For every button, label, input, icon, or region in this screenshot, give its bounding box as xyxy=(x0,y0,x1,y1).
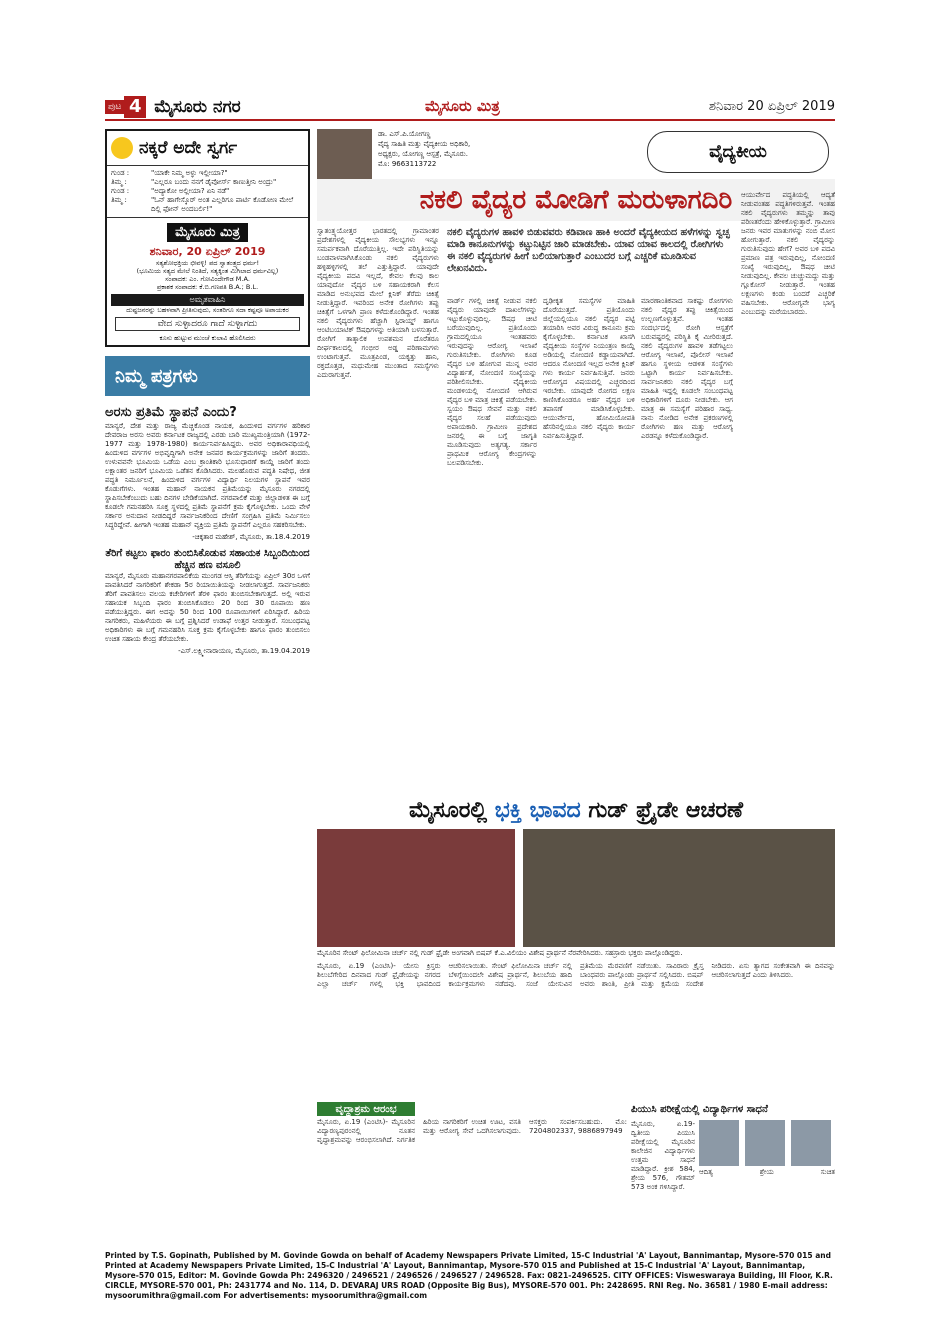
article-column-2: ವಾರ್ಡ್ ಗಳಲ್ಲಿ ಚಿಕಿತ್ಸೆ ನೀಡುವ ನಕಲಿ ವೈದ್ಯರು ಯಾವುದೇ ದಾಖಲೆಗಳನ್ನು ಇಟ್ಟುಕೊಳ್ಳುವುದಿಲ್ಲ. ಔಷಧ ಚೀಟಿ ಬರೆಯುವುದಿಲ್ಲ. ಪ್ರತಿಯೊಂದು ಗ್ರಾಮದಲ್ಲಿಯೂ ಇಂತಹವರು ಇರುವುದನ್ನು ಆರೋಗ್ಯ ಇಲಾಖೆ ಗುರುತಿಸಬೇಕು. ರೋಗಿಗಳು ಕೂಡ ವೈದ್ಯರ ಬಳಿ ಹೋಗುವ ಮುನ್ನ ಅವರ ವಿದ್ಯಾರ್ಹತೆ, ನೋಂದಣಿ ಸಂಖ್ಯೆಯನ್ನು ಪರಿಶೀಲಿಸಬೇಕು. ವೈದ್ಯಕೀಯ ಮಂಡಳಿಯಲ್ಲಿ ನೋಂದಣಿ ಆಗಿರುವ ವೈದ್ಯರ ಬಳಿ ಮಾತ್ರ ಚಿಕಿತ್ಸೆ ಪಡೆಯಬೇಕು. ಸ್ವಯಂ ಔಷಧ ಸೇವನೆ ಮತ್ತು ನಕಲಿ ವೈದ್ಯರ ಸಲಹೆ ಪಡೆಯುವುದು ಅಪಾಯಕಾರಿ. ಗ್ರಾಮೀಣ ಪ್ರದೇಶದ ಜನರಲ್ಲಿ ಈ ಬಗ್ಗೆ ಜಾಗೃತಿ ಮೂಡಿಸುವುದು ಅತ್ಯಗತ್ಯ. ಸರ್ಕಾರ ಪ್ರಾಥಮಿಕ ಆರೋಗ್ಯ ಕೇಂದ್ರಗಳನ್ನು ಬಲಪಡಿಸಬೇಕು. xyxy=(447,297,537,467)
author-name: ಡಾ. ಎಸ್.ಪಿ.ಯೋಗಣ್ಣ xyxy=(378,130,431,138)
paper-logo: ಮೈಸೂರು ಮಿತ್ರ xyxy=(167,223,248,242)
joke-header xyxy=(107,131,308,166)
page-label: ಪುಟ xyxy=(105,100,124,114)
student-photo xyxy=(745,1120,785,1166)
article-column-1: ಸ್ವಾತಂತ್ರ್ಯಯೋತ್ತರ ಭಾರತದಲ್ಲಿ ಗ್ರಾಮಾಂತರ ಪ್ರದೇಶಗಳಲ್ಲಿ ವೈದ್ಯಕೀಯ ಸೌಲಭ್ಯಗಳು ಇನ್ನೂ ಸಮರ್ಪಕವಾಗಿ ದೊರೆಯುತ್ತಿಲ್ಲ. ಇದೇ ಪರಿಸ್ಥಿತಿಯನ್ನು ಬಂಡವಾಳವಾಗಿಸಿಕೊಂಡು ನಕಲಿ ವೈದ್ಯರುಗಳು ಹಳ್ಳಿಹಳ್ಳಿಗಳಲ್ಲಿ ತಲೆ ಎತ್ತುತ್ತಿದ್ದಾರೆ. ಯಾವುದೇ ವೈದ್ಯಕೀಯ ಪದವಿ ಇಲ್ಲದೆ, ಕೇವಲ ಕೆಲವು ಕಾಲ ಯಾವುದೋ ವೈದ್ಯರ ಬಳಿ ಸಹಾಯಕರಾಗಿ ಕೆಲಸ ಮಾಡಿದ ಅನುಭವದ ಮೇಲೆ ಕ್ಲಿನಿಕ್ ತೆರೆದು ಚಿಕಿತ್ಸೆ ನೀಡುತ್ತಿದ್ದಾರೆ. ಇವರಿಂದ ಅನೇಕ ರೋಗಿಗಳು ತಪ್ಪು ಚಿಕಿತ್ಸೆಗೆ ಒಳಗಾಗಿ ಪ್ರಾಣ ಕಳೆದುಕೊಂಡಿದ್ದಾರೆ. ಇಂತಹ ನಕಲಿ ವೈದ್ಯರುಗಳು ಹೆಚ್ಚಾಗಿ ಸ್ಟಿರಾಯ್ಡ್ ಹಾಗೂ ಆಂಟಿಬಯಾಟಿಕ್ ಔಷಧಿಗಳನ್ನು ಅತಿಯಾಗಿ ಬಳಸುತ್ತಾರೆ. ರೋಗಿಗೆ ತಾತ್ಕಾಲಿಕ ಉಪಶಮನ ದೊರೆತರೂ ದೀರ್ಘಕಾಲದಲ್ಲಿ ಗಂಭೀರ ಅಡ್ಡ ಪರಿಣಾಮಗಳು ಉಂಟಾಗುತ್ತವೆ. ಮೂತ್ರಪಿಂಡ, ಯಕೃತ್ತು ಹಾನಿ, ರಕ್ತದೊತ್ತಡ, ಮಧುಮೇಹ ಮುಂತಾದ ಸಮಸ್ಯೆಗಳು ಎದುರಾಗುತ್ತವೆ. xyxy=(317,227,439,379)
newspaper-page xyxy=(105,96,835,1246)
letters-section xyxy=(105,399,310,1244)
issue-date: ಶನಿವಾರ 20 ಏಪ್ರಿಲ್ 2019 xyxy=(708,99,835,114)
motto-sub: (ಭೂಮಿಯ ಸತ್ಯದ ಮೇಲೆ ನಿಂತಿದೆ, ಸತ್ಯಕ್ಕಿಂತ ಮಿಗಿಲಾದ ಧರ್ಮವಿಲ್ಲ) xyxy=(136,267,279,275)
author-line-1: ವೈದ್ಯ ಸಾಹಿತಿ ಮತ್ತು ವೈದ್ಯಕೀಯ ಅಧಿಕಾರಿ, xyxy=(378,140,471,148)
left-column xyxy=(105,129,310,347)
church-photo xyxy=(317,829,515,947)
author-phone: ಮೊ: 9663113722 xyxy=(378,160,437,168)
author-box xyxy=(317,129,637,179)
student-photo xyxy=(791,1120,831,1166)
line-text: "ಅದ್ಯಾಕೋ ಅಲ್ಲೀಯಾ? ಏನಿ ನಡೆ" xyxy=(151,187,230,195)
vriddhashrama-title: ವೃದ್ಧಾಶ್ರಮ ಆರಂಭ xyxy=(317,1102,415,1116)
student-name: ಸುಚಿತ xyxy=(820,1168,835,1176)
header-rule xyxy=(105,119,835,121)
speaker: ತಿಮ್ಮ : xyxy=(111,178,127,186)
vriddhashrama-text: ಮೈಸೂರು, ಏ.19 (ಎಂಟಿಸಿ)- ಮೈಸೂರಿನ ವಿದ್ಯಾರಣ್ಯಪುರಂನಲ್ಲಿ ನೂತನ ವೃದ್ಧಾಶ್ರಮವನ್ನು ಆರಂಭಿಸಲಾಗಿದೆ. ನಿರ್ಗತಿಕ ಹಿರಿಯ ನಾಗರಿಕರಿಗೆ ಉಚಿತ ಊಟ, ವಸತಿ ಮತ್ತು ಆರೋಗ್ಯ ಸೇವೆ ಒದಗಿಸಲಾಗುವುದು. ಆಸಕ್ತರು ಸಂಪರ್ಕಿಸಬಹುದು. ಮೊ: 7204802337, 9886897949 xyxy=(317,1118,627,1144)
joke-line xyxy=(111,187,304,196)
joke-box xyxy=(105,129,310,347)
speaker: ಗುಂಡ : xyxy=(111,169,130,177)
student-name: ಶ್ರೇಯ xyxy=(759,1168,774,1176)
joke-title: ನಕ್ಕರೆ ಅದೇ ಸ್ವರ್ಗ xyxy=(139,138,238,158)
joke-body xyxy=(107,166,308,217)
puc-text: ಮೈಸೂರು, ಏ.19- ದ್ವಿತೀಯ ಪಿಯುಸಿ ಪರೀಕ್ಷೆಯಲ್ಲಿ ಮೈಸೂರಿನ ಕಾಲೇಜಿನ ವಿದ್ಯಾರ್ಥಿಗಳು ಉತ್ತಮ ಸಾಧನೆ ಮಾಡಿದ್ದಾರೆ. ಕ್ರೀಶ 584, ಶ್ರೇಯ 576, ಗೌತಮ್ 573 ಅಂಕ ಗಳಿಸಿದ್ದಾರೆ. xyxy=(631,1120,695,1191)
joke-line xyxy=(111,196,304,214)
letter-2-body: ಮಾನ್ಯರೆ, ಮೈಸೂರು ಮಹಾನಗರಪಾಲಿಕೆಯ ಮುಂಗಡ ಆಸ್ತಿ ತೆರಿಗೆಯನ್ನು ಏಪ್ರಿಲ್ 30ರ ಒಳಗೆ ಪಾವತಿಸಿದರೆ ನಾಗರಿಕರಿಗೆ ಶೇಕಡಾ 5ರ ರಿಯಾಯಿತಿಯನ್ನು ನೀಡಲಾಗುತ್ತದೆ. ಸಾರ್ವಜನಿಕರು ತೆರಿಗೆ ಪಾವತಿಸಲು ವಲಯ ಕಚೇರಿಗಳಿಗೆ ತೆರಳಿ ಫಾರಂ ತುಂಬಿಸಬೇಕಾಗುತ್ತದೆ. ಅಲ್ಲಿ ಇರುವ ಸಹಾಯಕ ಸಿಬ್ಬಂದಿ ಫಾರಂ ತುಂಬಿಸಿಕೊಡಲು 20 ರಿಂದ 30 ರೂಪಾಯಿ ಹಣ ಪಡೆಯುತ್ತಿದ್ದರು. ಈಗ ಅದನ್ನು 50 ರಿಂದ 100 ರೂಪಾಯಿಗಳಿಗೆ ಏರಿಸಿದ್ದಾರೆ. ಹಿರಿಯ ನಾಗರಿಕರು, ಮಹಿಳೆಯರು ಈ ಬಗ್ಗೆ ಪ್ರಶ್ನಿಸಿದರೆ ಉಡಾಫೆ ಉತ್ತರ ನೀಡುತ್ತಾರೆ. ಸಂಬಂಧಪಟ್ಟ ಅಧಿಕಾರಿಗಳು ಈ ಬಗ್ಗೆ ಗಮನಹರಿಸಿ ಸೂಕ್ತ ಕ್ರಮ ಕೈಗೊಳ್ಳಬೇಕು ಹಾಗೂ ಫಾರಂ ತುಂಬಿಸಲು ಉಚಿತ ಸಹಾಯ ಕೇಂದ್ರ ತೆರೆಯಬೇಕು. xyxy=(105,572,310,643)
letter-2-signature: -ಎಸ್.ಲಕ್ಷ್ಮೀನಾರಾಯಣ, ಮೈಸೂರು, ತಾ.19.04.2019 xyxy=(178,647,310,655)
author-line-2: ಅಧ್ಯಕ್ಷರು, ಯೋಗಣ್ಣ ಆಸ್ಪತ್ರೆ, ಮೈಸೂರು. xyxy=(378,150,468,158)
student-photo xyxy=(699,1120,739,1166)
editor-line: ಸಂಪಾದಕ: ಎಂ. ಗೋವಿಂದೇಗೌಡ M.A. xyxy=(165,275,250,283)
headline-part-2: ಭಕ್ತಿ ಭಾವದ xyxy=(494,797,581,823)
letter-1-title: ಅರಸು ಪ್ರತಿಮೆ ಸ್ಥಾಪನೆ ಎಂದು? xyxy=(105,405,237,420)
line-text: "ಓನ್ ಹಾಗೇಸ್ಕೊರ್ ಅಂತ ಎಲ್ಲರಿಗೂ ಪಾರ್ಟಿ ಕೊಡೋಣ ಮೇಲೆ ದಿಲ್ಲಿ ಫೋನ್ ಅಂದಬರ್ಲಿ!" xyxy=(151,196,294,213)
article-headline: ನಕಲಿ ವೈದ್ಯರ ಮೋಡಿಗೆ ಮರುಳಾಗದಿರಿ xyxy=(317,179,835,221)
author-photo xyxy=(317,129,372,179)
goodfriday-text: ಮೈಸೂರು, ಏ.19 (ಎಂಟಿಸಿ)- ಯೇಸು ಕ್ರಿಸ್ತರು ಶಿಲುಬೆಗೇರಿದ ದಿನವಾದ ಗುಡ್ ಫ್ರೈಡೇಯನ್ನು ನಗರದ ಎಲ್ಲಾ ಚರ್ಚ್ ಗಳಲ್ಲಿ ಭಕ್ತಿ ಭಾವದಿಂದ ಆಚರಿಸಲಾಯಿತು. ಸೇಂಟ್ ಫಿಲೋಮಿನಾ ಚರ್ಚ್ ನಲ್ಲಿ ಬೆಳಿಗ್ಗೆಯಿಂದಲೇ ವಿಶೇಷ ಪ್ರಾರ್ಥನೆ, ಶಿಲುಬೆಯ ಹಾದಿ ಕಾರ್ಯಕ್ರಮಗಳು ನಡೆದವು. ಸಂಜೆ ಯೇಸುವಿನ ಪ್ರತಿಮೆಯ ಮೆರವಣಿಗೆ ನಡೆಯಿತು. ಸಾವಿರಾರು ಕ್ರೈಸ್ತ ಬಾಂಧವರು ಪಾಲ್ಗೊಂಡು ಪ್ರಾರ್ಥನೆ ಸಲ್ಲಿಸಿದರು. ಬಿಷಪ್ ಅವರು ಶಾಂತಿ, ಪ್ರೀತಿ ಮತ್ತು ಕ್ಷಮೆಯ ಸಂದೇಶ ನೀಡಿದರು. ಏಸು ತ್ಯಾಗದ ಸಂಕೇತವಾಗಿ ಈ ದಿನವನ್ನು ಆಚರಿಸಲಾಗುತ್ತದೆ ಎಂದು ತಿಳಿಸಿದರು. xyxy=(317,962,835,988)
motto: ಸತ್ಯಶೋಧಕ್ತಿಯ ಛೀವಳ್ಳಿ! ಪದ ಸ್ವಾತಂತ್ರ್ಯದ ಧರ್ಮ! xyxy=(155,259,260,267)
crowd-photo xyxy=(523,829,835,947)
laughing-face-icon xyxy=(111,137,133,159)
page-number: 4 xyxy=(124,96,146,118)
photo-caption: ಮೈಸೂರಿನ ಸೇಂಟ್ ಫಿಲೋಮಿನಾ ಚರ್ಚ್ ನಲ್ಲಿ ಗುಡ್ ಫ್ರೈಡೇ ಅಂಗವಾಗಿ ಬಿಷಪ್ ಕೆ.ಎ.ವಿಲಿಯಂ ವಿಶೇಷ ಪ್ರಾರ್ಥನೆ ನೆರವೇರಿಸಿದರು. ಸಹಸ್ರಾರು ಭಕ್ತರು ಪಾಲ್ಗೊಂಡಿದ್ದರು. xyxy=(317,949,683,957)
joke-line xyxy=(111,169,304,178)
category-label: ವೈದ್ಯಕೀಯ xyxy=(647,131,829,173)
speaker: ತಿಮ್ಮ : xyxy=(111,196,127,204)
publisher-line: ಪ್ರಕಾಶಕ ಸಂಪಾದಕ: ಕೆ.ಬಿ.ಗಣಪತಿ B.A.; B.L. xyxy=(156,283,259,291)
speaker: ಗುಂಡ : xyxy=(111,187,130,195)
article-column-3: ದೃಢೀಕೃತ ಸಮಸ್ಯೆಗಳ ಮಾಹಿತಿ ದೊರೆಯುತ್ತದೆ. ಪ್ರತಿಯೊಂದು ಜಿಲ್ಲೆಯಲ್ಲಿಯೂ ನಕಲಿ ವೈದ್ಯರ ಪಟ್ಟಿ ತಯಾರಿಸಿ ಅವರ ವಿರುದ್ಧ ಕಾನೂನು ಕ್ರಮ ಕೈಗೊಳ್ಳಬೇಕು. ಕರ್ನಾಟಕ ಖಾಸಗಿ ವೈದ್ಯಕೀಯ ಸಂಸ್ಥೆಗಳ ನಿಯಂತ್ರಣ ಕಾಯ್ದೆ ಅಡಿಯಲ್ಲಿ ನೋಂದಣಿ ಕಡ್ಡಾಯವಾಗಿದೆ. ಆದರೂ ನೋಂದಣಿ ಇಲ್ಲದ ಅನೇಕ ಕ್ಲಿನಿಕ್ ಗಳು ಕಾರ್ಯ ನಿರ್ವಹಿಸುತ್ತಿವೆ. ಜನರು ಆರೋಗ್ಯದ ವಿಷಯದಲ್ಲಿ ಎಚ್ಚರದಿಂದ ಇರಬೇಕು. ಯಾವುದೇ ರೋಗದ ಲಕ್ಷಣ ಕಾಣಿಸಿಕೊಂಡರೂ ಅರ್ಹ ವೈದ್ಯರ ಬಳಿ ತಪಾಸಣೆ ಮಾಡಿಸಿಕೊಳ್ಳಬೇಕು. ಆಯುರ್ವೇದ, ಹೋಮಿಯೋಪತಿ ಹೆಸರಿನಲ್ಲಿಯೂ ನಕಲಿ ವೈದ್ಯರು ಕಾರ್ಯ ನಿರ್ವಹಿಸುತ್ತಿದ್ದಾರೆ. xyxy=(543,297,635,440)
proverb-sub: ಕೂಸು ಹುಟ್ಟುವ ಮುಂಚೆ ಕುಲಾವಿ ಹೊಲಿಸಿದರು xyxy=(159,334,256,342)
amrita-title: ಅಮೃತವಾಹಿನಿ xyxy=(111,294,304,306)
page-header xyxy=(105,96,835,118)
joke-line xyxy=(111,178,304,187)
letter-1-signature: -ಚಿಕ್ಕತಾರ ಮಹೇಶ್, ಮೈಸೂರು, ತಾ.18.4.2019 xyxy=(192,533,310,541)
author-details xyxy=(372,129,470,179)
line-text: "ಎಲ್ಲರೂ ಬಂದು ನನಗೆ ಡೈವೋರ್ಸ್ ಕಾಣುತ್ತೀನಿ ಅಂದ್ರು" xyxy=(151,178,277,186)
line-text: "ಯಾಕೇ ನಿಮ್ಮ ಅಳ್ಳು ಇಲ್ಲೀಯಾ?" xyxy=(151,169,228,177)
masthead: ಮೈಸೂರು ಮಿತ್ರ xyxy=(425,97,500,115)
headline-part-1: ಮೈಸೂರಲ್ಲಿ xyxy=(408,797,488,823)
headline-part-3: ಗುಡ್ ಫ್ರೈಡೇ ಆಚರಣೆ xyxy=(588,797,744,823)
amrita-text: ದುಷ್ಟಜನರನ್ನು ಬಹಳವಾಗಿ ಪ್ರೀತಿಸುವುದು, ಸಂತರಿಗೂ ಸದಾ ಕಷ್ಟವೂ ಅಪಾಯಕರ xyxy=(126,306,289,314)
info-date: ಶನಿವಾರ, 20 ಏಪ್ರಿಲ್ 2019 xyxy=(149,245,266,258)
article-column-5 xyxy=(741,129,835,789)
proverb: ವೇದ ಸುಳ್ಳಾದರೂ ಗಾದೆ ಸುಳ್ಳಾಗದು xyxy=(115,317,300,331)
student-names xyxy=(699,1168,835,1177)
letter-2-title: ತೆರಿಗೆ ಕಟ್ಟಲು ಫಾರಂ ತುಂಬಿಸಿಕೊಡುವ ಸಹಾಯಕ ಸಿಬ್ಬಂದಿಯಿಂದ ಹೆಚ್ಚಿನ ಹಣ ವಸೂಲಿ xyxy=(105,548,310,571)
student-name: ಆದಿತ್ಯ xyxy=(699,1168,713,1176)
puc-title: ಪಿಯುಸಿ ಪರೀಕ್ಷೆಯಲ್ಲಿ ವಿದ್ಯಾರ್ಥಿಗಳ ಸಾಧನೆ xyxy=(631,1104,768,1115)
letters-banner: ನಿಮ್ಮ ಪತ್ರಗಳು xyxy=(105,356,310,396)
section-title: ಮೈಸೂರು ನಗರ xyxy=(154,97,241,117)
pull-quote: ನಕಲಿ ವೈದ್ಯರುಗಳ ಹಾವಳಿ ಬಿಡುವವರು ಕಡಿವಾಣ ಹಾಕಿ ಅಂದರೆ ವೈದ್ಯಕೀಯದ ಹಳೆಗಳನ್ನು ಸ್ವಚ್ಛ ಮಾಡಿ ಕಾನೂನುಗಳನ್ನು ಕಟ್ಟುನಿಟ್ಟಿನ ಜಾರಿ ಮಾಡಬೇಕು. ಯಾವ ಯಾವ ಕಾಲದಲ್ಲಿ ರೋಗಿಗಳು ಈ ನಕಲಿ ವೈದ್ಯರುಗಳ ಹೀಗೆ ಬಲಿಯಾಗುತ್ತಾರೆ ಎಂಬುದರ ಬಗ್ಗೆ ಎಚ್ಚರಿಕೆ ಮೂಡಿಸುವ ಲೇಖನವಿದು. xyxy=(447,227,730,274)
goodfriday-headline xyxy=(317,796,835,824)
article-column-5-text: ಆಯುರ್ವೇದ ಪದ್ಧತಿಯಲ್ಲಿ ಆದ್ಯತೆ ನೀಡುವಂತಹ ಪದ್ಧತಿಗಳಿರುತ್ತವೆ. ಇಂತಹ ನಕಲಿ ವೈದ್ಯರುಗಳು ತಮ್ಮನ್ನು ತಾವು ಪರಿಣತರೆಂದು ಹೇಳಿಕೊಳ್ಳುತ್ತಾರೆ. ಗ್ರಾಮೀಣ ಜನರು ಇವರ ಮಾತುಗಳನ್ನು ನಂಬಿ ಮೋಸ ಹೋಗುತ್ತಾರೆ. ನಕಲಿ ವೈದ್ಯರನ್ನು ಗುರುತಿಸುವುದು ಹೇಗೆ? ಅವರ ಬಳಿ ಪದವಿ ಪ್ರಮಾಣ ಪತ್ರ ಇರುವುದಿಲ್ಲ, ನೋಂದಣಿ ಸಂಖ್ಯೆ ಇರುವುದಿಲ್ಲ, ಔಷಧ ಚೀಟಿ ನೀಡುವುದಿಲ್ಲ. ಕೇವಲ ಚುಚ್ಚುಮದ್ದು ಮತ್ತು ಗ್ಲೂಕೋಸ್ ನೀಡುತ್ತಾರೆ. ಇಂತಹ ಲಕ್ಷಣಗಳು ಕಂಡು ಬಂದರೆ ಎಚ್ಚರಿಕೆ ವಹಿಸಬೇಕು. ಆರೋಗ್ಯವೇ ಭಾಗ್ಯ ಎಂಬುದನ್ನು ಮರೆಯಬಾರದು. xyxy=(741,191,835,316)
letter-1-body: ಮಾನ್ಯರೆ, ದೇಶ ಮತ್ತು ರಾಜ್ಯ ಮೆಚ್ಚಿಕೊಂಡ ನಾಯಕ, ಹಿಂದುಳಿದ ವರ್ಗಗಳ ಹರಿಕಾರ ದೇವರಾಜ ಅರಸು ಅವರು ಕರ್ನಾಟಕ ರಾಜ್ಯದಲ್ಲಿ ಎರಡು ಬಾರಿ ಮುಖ್ಯಮಂತ್ರಿಯಾಗಿ (1972-1977 ಮತ್ತು 1978-1980) ಕಾರ್ಯನಿರ್ವಹಿಸಿದ್ದರು. ಅವರ ಅಧಿಕಾರಾವಧಿಯಲ್ಲಿ ಹಿಂದುಳಿದ ವರ್ಗಗಳ ಅಭಿವೃದ್ಧಿಗಾಗಿ ಅನೇಕ ಜನಪರ ಕಾರ್ಯಕ್ರಮಗಳನ್ನು ಜಾರಿಗೆ ತಂದರು. ಉಳುವವನೇ ಭೂಮಿಯ ಒಡೆಯ ಎಂಬ ಕ್ರಾಂತಿಕಾರಿ ಭೂಸುಧಾರಣೆ ಕಾಯ್ದೆ ಜಾರಿಗೆ ತಂದು ಲಕ್ಷಾಂತರ ಜನರಿಗೆ ಭೂಮಿಯ ಒಡೆತನ ಕೊಡಿಸಿದರು. ಮಲಹೊರುವ ಪದ್ಧತಿ ನಿಷೇಧ, ಜೀತ ಪದ್ಧತಿ ನಿರ್ಮೂಲನೆ, ಹಿಂದುಳಿದ ವರ್ಗಗಳ ವಿದ್ಯಾರ್ಥಿ ನಿಲಯಗಳ ಸ್ಥಾಪನೆ ಇವರ ಕೊಡುಗೆಗಳು. ಇಂತಹ ಮಹಾನ್ ನಾಯಕನ ಪ್ರತಿಮೆಯನ್ನು ಮೈಸೂರು ನಗರದಲ್ಲಿ ಸ್ಥಾಪಿಸಬೇಕೆಂಬುದು ಬಹು ದಿನಗಳ ಬೇಡಿಕೆಯಾಗಿದೆ. ನಗರಪಾಲಿಕೆ ಮತ್ತು ಜಿಲ್ಲಾಡಳಿತ ಈ ಬಗ್ಗೆ ಕೂಡಲೇ ಗಮನಹರಿಸಿ ಸೂಕ್ತ ಸ್ಥಳದಲ್ಲಿ ಪ್ರತಿಮೆ ಸ್ಥಾಪನೆಗೆ ಕ್ರಮ ಕೈಗೊಳ್ಳಬೇಕು. ಒಂದು ವೇಳೆ ಸರ್ಕಾರ ಅನುದಾನ ನೀಡದಿದ್ದರೆ ಸಾರ್ವಜನಿಕರಿಂದ ದೇಣಿಗೆ ಸಂಗ್ರಹಿಸಿ ಪ್ರತಿಮೆ ನಿರ್ಮಿಸಲು ಸಿದ್ಧರಿದ್ದೇವೆ. ಹೀಗಾಗಿ ಇಂತಹ ಮಹಾನ್ ವ್ಯಕ್ತಿಯ ಪ್ರತಿಮೆ ಸ್ಥಾಪನೆಗೆ ಎಲ್ಲರೂ ಸಹಕರಿಸಬೇಕು. xyxy=(105,422,310,529)
imprint-footer: Printed by T.S. Gopinath, Published by M. Govinde Gowda on behalf of Academy Newspapers Private Limited, 15-C Industrial 'A' Layout, Bannimantap, Mysore-570 015 and Printed at Academy Newspapers Private Limited, 15-C Industrial 'A' Layout, Bannimantap, Mysore-570 015 and Published at 15-C Industrial 'A' Layout, Bannimantap, Mysore-570 015, Editor: M. Govinde Gowda Ph: 2496320 / 2496521 / 2496526 / 2496527 / 2496528. Fax: 0821-2496525. CITY OFFICES: Visweswaraya Building, III Floor, K.R. CIRCLE, MYSORE-570 001, Ph: 2431774 and No. 114, D. DEVARAJ URS ROAD (Opposite Big Bus), MYSORE-570 001. Ph: 2428695. RNI Reg. No. 36581 / 1980 E-mail address: mysoorumithra@gmail.com For advertisements: mysoorumithra@gmail.com xyxy=(105,1251,833,1300)
masthead-info xyxy=(107,217,308,345)
article-column-4: ಮಾರಣಾಂತಿಕವಾದ ಸಾಕಷ್ಟು ರೋಗಗಳು ನಕಲಿ ವೈದ್ಯರ ತಪ್ಪು ಚಿಕಿತ್ಸೆಯಿಂದ ಉಲ್ಬಣಗೊಳ್ಳುತ್ತವೆ. ಇಂತಹ ಸಂದರ್ಭದಲ್ಲಿ ರೋಗಿ ಆಸ್ಪತ್ರೆಗೆ ಬರುವಷ್ಟರಲ್ಲಿ ಪರಿಸ್ಥಿತಿ ಕೈ ಮೀರಿರುತ್ತದೆ. ನಕಲಿ ವೈದ್ಯರುಗಳ ಹಾವಳಿ ತಡೆಗಟ್ಟಲು ಆರೋಗ್ಯ ಇಲಾಖೆ, ಪೊಲೀಸ್ ಇಲಾಖೆ ಹಾಗೂ ಸ್ಥಳೀಯ ಆಡಳಿತ ಸಂಸ್ಥೆಗಳು ಒಟ್ಟಾಗಿ ಕಾರ್ಯ ನಿರ್ವಹಿಸಬೇಕು. ಸಾರ್ವಜನಿಕರು ನಕಲಿ ವೈದ್ಯರ ಬಗ್ಗೆ ಮಾಹಿತಿ ಇದ್ದಲ್ಲಿ ಕೂಡಲೇ ಸಂಬಂಧಪಟ್ಟ ಅಧಿಕಾರಿಗಳಿಗೆ ದೂರು ನೀಡಬೇಕು. ಆಗ ಮಾತ್ರ ಈ ಸಮಸ್ಯೆಗೆ ಪರಿಹಾರ ಸಾಧ್ಯ. ನಾನು ನೋಡಿದ ಅನೇಕ ಪ್ರಕರಣಗಳಲ್ಲಿ ರೋಗಿಗಳು ಹಣ ಮತ್ತು ಆರೋಗ್ಯ ಎರಡನ್ನೂ ಕಳೆದುಕೊಂಡಿದ್ದಾರೆ. xyxy=(641,297,733,440)
